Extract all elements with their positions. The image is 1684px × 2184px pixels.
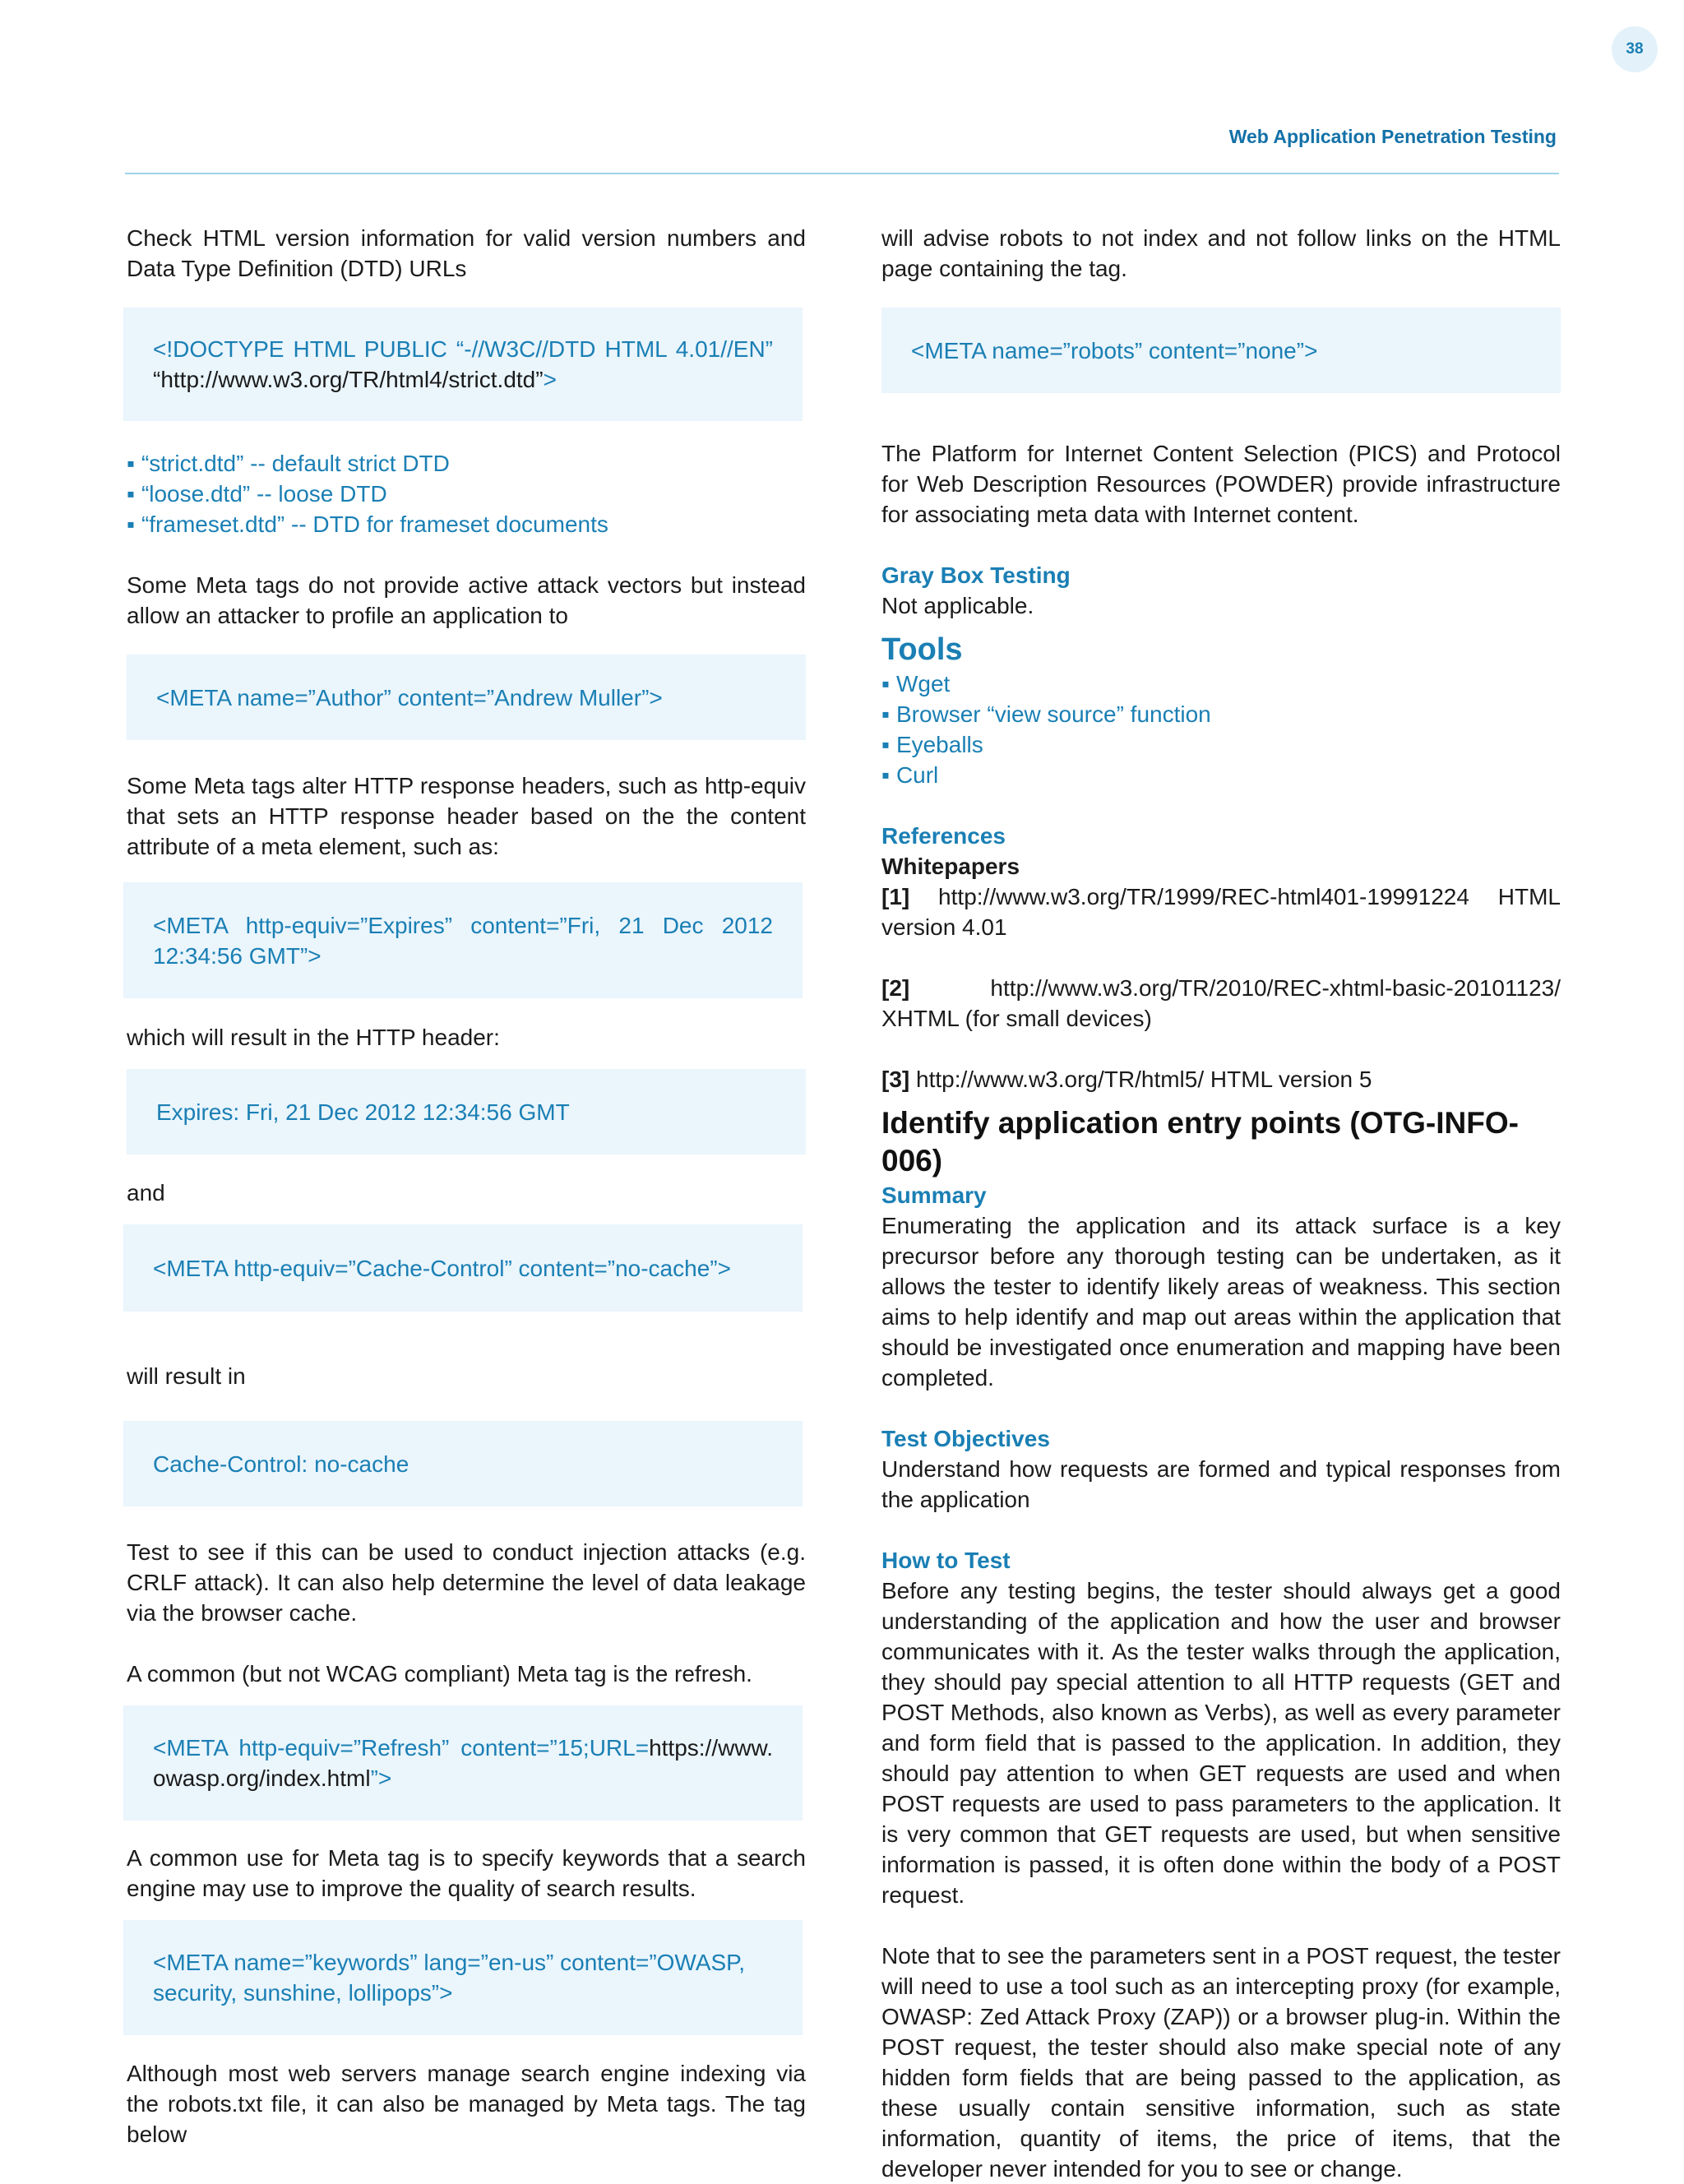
code-line: <META http-equiv=”Expires” content=”Fri, 21 Dec 2012 12:34:56 GMT”> [153,912,773,969]
section-title: Identify application entry points (OTG-INFO-006) [881,1106,1519,1178]
code-line: <META http-equiv=”Cache-Control” content=”no-cache”> [153,1255,731,1281]
reference-number: [2] [881,975,910,1001]
code-block-expires-header [127,1069,806,1154]
paragraph: A common use for Meta tag is to specify keywords that a search engine may use to improve the quality of search results. [127,1845,806,1901]
whitepapers-heading: Whitepapers [881,854,1020,879]
paragraph: Some Meta tags do not provide active attack vectors but instead allow an attacker to profile an application to [127,572,806,628]
code-line: Cache-Control: no-cache [153,1451,409,1477]
list-item: ▪ “frameset.dtd” -- DTD for frameset documents [127,509,806,539]
code-block-doctype [123,308,803,421]
code-line: <META name=”robots” content=”none”> [911,337,1318,363]
list-item: ▪ Curl [881,760,1561,790]
reference-text: http://www.w3.org/TR/html5/ HTML version 5 [909,1067,1372,1092]
paragraph: Understand how requests are formed and typical responses from the application [881,1456,1561,1512]
paragraph: Check HTML version information for valid version numbers and Data Type Definition (DTD) URLs [127,225,806,281]
how-to-test-heading: How to Test [881,1548,1011,1573]
tools-list [881,669,1561,790]
paragraph: will advise robots to not index and not follow links on the HTML page containing the tag. [881,225,1561,281]
paragraph: A common (but not WCAG compliant) Meta tag is the refresh. [127,1661,752,1687]
code-text: <META http-equiv=”Refresh” content=”15;URL= [153,1735,650,1761]
code-block-keywords [123,1920,803,2035]
reference-item [881,881,1561,942]
reference-item [881,973,1561,1034]
code-line: <!DOCTYPE HTML PUBLIC “-//W3C//DTD HTML 4.01//EN” [153,336,773,362]
code-line: Expires: Fri, 21 Dec 2012 12:34:56 GMT [156,1099,570,1125]
code-block-cache-header [123,1421,803,1506]
code-block-refresh [123,1705,803,1821]
paragraph: The Platform for Internet Content Selection (PICS) and Protocol for Web Description Resources (POWDER) provide infrastructure for associating meta data with Internet content. [881,441,1561,527]
paragraph: Enumerating the application and its attack surface is a key precursor before any thorough testing can be undertaken, as it allows the tester to identify likely areas of weakness. This section aims to help identify and map out areas within the application that should be investigated once enumeration and mapping have been completed. [881,1213,1561,1390]
left-column [127,223,806,2149]
paragraph: which will result in the HTTP header: [127,1025,500,1050]
list-item: ▪ Browser “view source” function [881,699,1561,729]
list-item: ▪ “loose.dtd” -- loose DTD [127,479,806,509]
paragraph: Test to see if this can be used to conduct injection attacks (e.g. CRLF attack). It can also help determine the level of data leakage via the browser cache. [127,1539,806,1626]
list-item: ▪ Wget [881,669,1561,699]
code-url: “http://www.w3.org/TR/html4/strict.dtd” [153,367,544,392]
reference-text: http://www.w3.org/TR/2010/REC-xhtml-basic-20101123/ XHTML (for small devices) [881,975,1561,1031]
code-block-expires [123,882,803,998]
tools-heading: Tools [881,632,963,667]
references-heading: References [881,823,1006,849]
code-url: https://www. owasp.org/index.html [153,1735,773,1791]
code-block-cache-control [123,1224,803,1312]
code-line [153,1733,773,1793]
paragraph: will result in [127,1363,246,1389]
dtd-list [127,448,806,539]
test-objectives-heading: Test Objectives [881,1426,1050,1451]
page-number-badge: 38 [1612,26,1658,72]
code-block-robots [881,308,1561,393]
code-block-author [127,655,806,740]
code-text: > [543,367,557,392]
list-item: ▪ Eyeballs [881,729,1561,760]
code-line: <META name=”Author” content=”Andrew Muller”> [156,684,663,710]
summary-heading: Summary [881,1182,987,1208]
reference-item [881,1064,1561,1094]
list-item: ▪ “strict.dtd” -- default strict DTD [127,448,806,479]
paragraph: Not applicable. [881,593,1034,618]
right-column [881,223,1561,2184]
header-divider [125,173,1559,174]
paragraph: Before any testing begins, the tester should always get a good understanding of the application and how the user and browser communicates with it. As the tester walks through the application, they should pay special attention to all HTTP requests (GET and POST Methods, also known as Verbs), as well as every parameter and form field that is passed to the application. In addition, they should pay attention to when GET requests are used and when POST requests are used to pass parameters to the application. It is very common that GET requests are used, but when sensitive information is passed, it is often done within the body of a POST request. [881,1578,1561,1908]
gray-box-heading: Gray Box Testing [881,562,1071,588]
code-line [153,364,773,395]
paragraph: Some Meta tags alter HTTP response headers, such as http-equiv that sets an HTTP response header based on the the content attribute of a meta element, such as: [127,773,806,859]
code-line: <META name=”keywords” lang=”en-us” content=”OWASP, security, sunshine, lollipops”> [153,1950,746,2006]
code-text: ”> [370,1765,392,1791]
reference-number: [1] [881,884,910,909]
paragraph: Note that to see the parameters sent in a POST request, the tester will need to use a tool such as an intercepting proxy (for example, OWASP: Zed Attack Proxy (ZAP)) or a browser plug-in. Within the POST request, the tester should also make special note of any hidden form fields that are being passed to the application, as these usually contain sensitive information, such as state information, quantity of items, the price of items, that the developer never intended for you to see or change. [881,1943,1561,2182]
paragraph: and [127,1180,165,1205]
reference-text: http://www.w3.org/TR/1999/REC-html401-19991224 HTML version 4.01 [881,884,1561,940]
paragraph: Although most web servers manage search engine indexing via the robots.txt file, it can also be managed by Meta tags. The tag below [127,2061,806,2147]
running-header-title: Web Application Penetration Testing [1228,126,1557,147]
reference-number: [3] [881,1067,910,1092]
